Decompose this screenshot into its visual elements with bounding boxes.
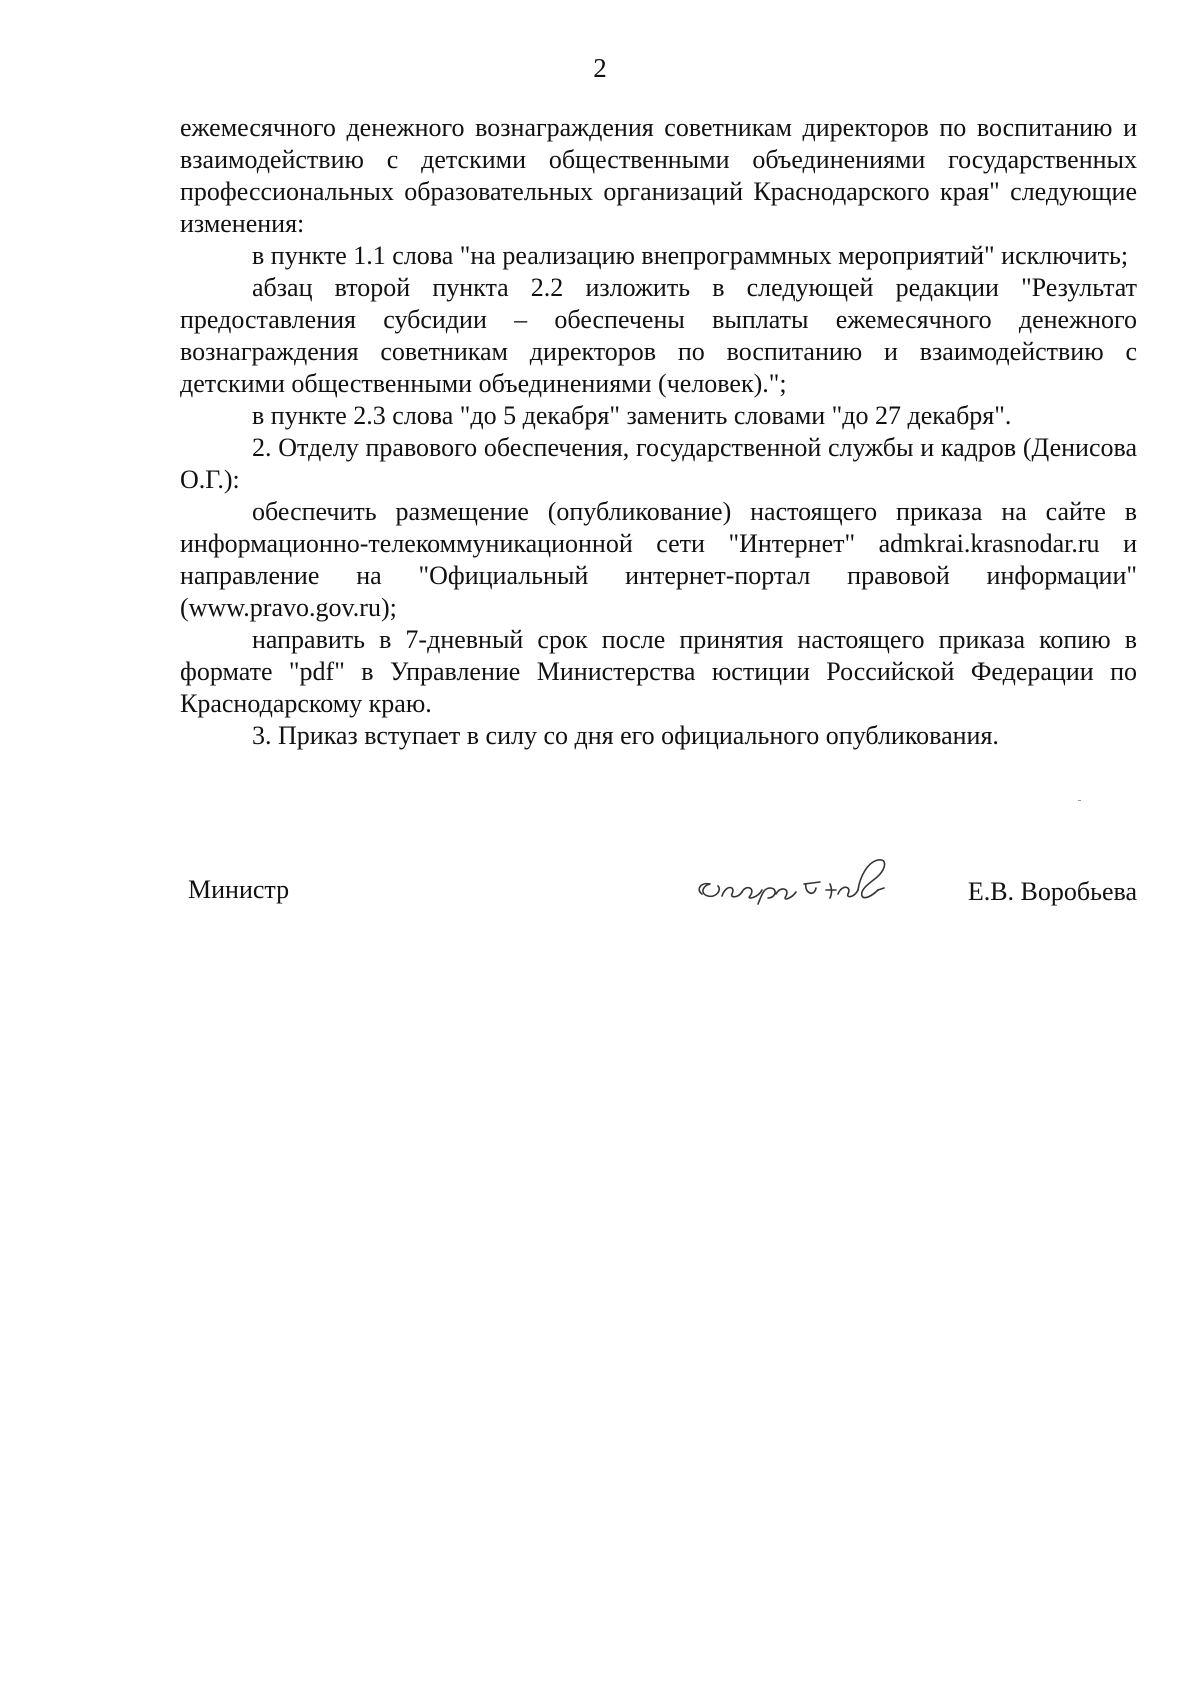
signature-block xyxy=(180,862,1137,922)
paragraph-item-2-3: в пункте 2.3 слова "до 5 декабря" заменить словами "до 27 декабря". xyxy=(252,401,1012,430)
handwritten-signature xyxy=(692,854,922,918)
paragraph-clause-3: 3. Приказ вступает в силу со дня его официального опубликования. xyxy=(252,721,999,750)
signer-name: Е.В. Воробьева xyxy=(967,877,1137,906)
paragraph-publication: обеспечить размещение (опубликование) настоящего приказа на сайте в информационно-телекоммуникационной сети "Интернет" admkrai.krasnodar.ru и направление на "Официальный интернет-портал правовой информации" (www.pravo.gov.ru); xyxy=(180,497,1137,622)
paragraph-item-2-2: абзац второй пункта 2.2 изложить в следующей редакции "Результат предоставления субсидии – обеспечены выплаты ежемесячного денежного вознаграждения советникам директоров по воспитанию и взаимодействию с детскими общественными объединениями (человек)."; xyxy=(180,273,1137,398)
scan-speck xyxy=(1078,800,1081,801)
document-body xyxy=(180,112,1137,752)
paragraph-continuation: ежемесячного денежного вознаграждения советникам директоров по воспитанию и взаимодействию с детскими общественными объединениями государственных профессиональных образовательных организаций Краснодарского края" следующие изменения: xyxy=(180,113,1137,238)
paragraph-send-copy: направить в 7-дневный срок после принятия настоящего приказа копию в формате "pdf" в Управление Министерства юстиции Российской Федерации по Краснодарскому краю. xyxy=(180,625,1137,718)
paragraph-item-1-1: в пункте 1.1 слова "на реализацию внепрограммных мероприятий" исключить; xyxy=(252,241,1129,270)
signer-title: Министр xyxy=(188,875,290,904)
paragraph-clause-2: 2. Отделу правового обеспечения, государственной службы и кадров (Денисова О.Г.): xyxy=(180,433,1137,494)
page-number: 2 xyxy=(593,53,607,83)
